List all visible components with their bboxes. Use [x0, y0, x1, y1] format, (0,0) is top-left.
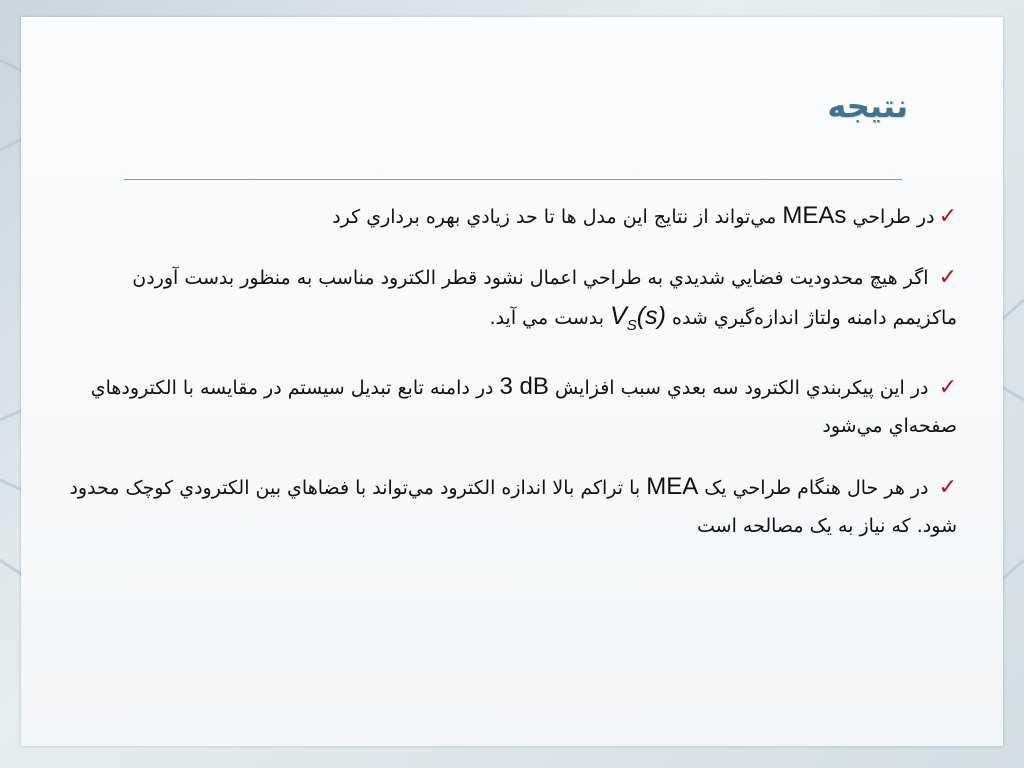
- bullet-text: بدست مي آيد.: [489, 307, 611, 329]
- bullet-term: MEA: [646, 473, 699, 500]
- math-subscript: S: [626, 317, 637, 334]
- bullet-term: MEAs: [782, 202, 847, 229]
- slide-title: نتيجه: [827, 87, 908, 125]
- math-argument: (s): [636, 302, 666, 330]
- bullet-item: [66, 197, 957, 236]
- bullet-term: 3 dB: [499, 373, 549, 400]
- checkmark-icon: ✓: [938, 475, 957, 500]
- checkmark-icon: ✓: [938, 265, 957, 290]
- bullet-item: [66, 468, 957, 545]
- bullet-text: در دامنه تابع تبديل سيستم در مقايسه با الكترودهاي صفحه‌اي مي‌شود: [90, 377, 957, 437]
- math-symbol: V: [610, 302, 627, 330]
- bullet-text: با تراكم بالا اندازه الكترود مي‌تواند با فضاهاي بين الكترودي كوچک محدود شود. كه نياز به يک مصالحه است: [69, 477, 957, 537]
- title-divider: [124, 179, 902, 180]
- bullet-text: در طراحي: [846, 206, 935, 228]
- bullet-text: در هر حال هنگام طراحي يک: [698, 477, 935, 499]
- bullet-item: [66, 259, 957, 345]
- checkmark-icon: ✓: [938, 375, 957, 400]
- bullet-list: [66, 197, 957, 568]
- bullet-item: [66, 368, 957, 445]
- slide: [21, 17, 1003, 746]
- checkmark-icon: ✓: [938, 204, 957, 229]
- bullet-text: مي‌تواند از نتايج اين مدل ها تا حد زيادي بهره برداري كرد: [332, 206, 783, 228]
- bullet-text: اگر هيچ محدوديت فضايي شديدي به طراحي اعمال نشود قطر الكترود مناسب به منظور بدست آوردن ماكزيمم دامنه ولتاژ اندازه‌گيري شده: [132, 267, 957, 329]
- bullet-text: در اين پيكربندي الكترود سه بعدي سبب افزايش: [548, 377, 935, 399]
- math-expression: [610, 302, 666, 334]
